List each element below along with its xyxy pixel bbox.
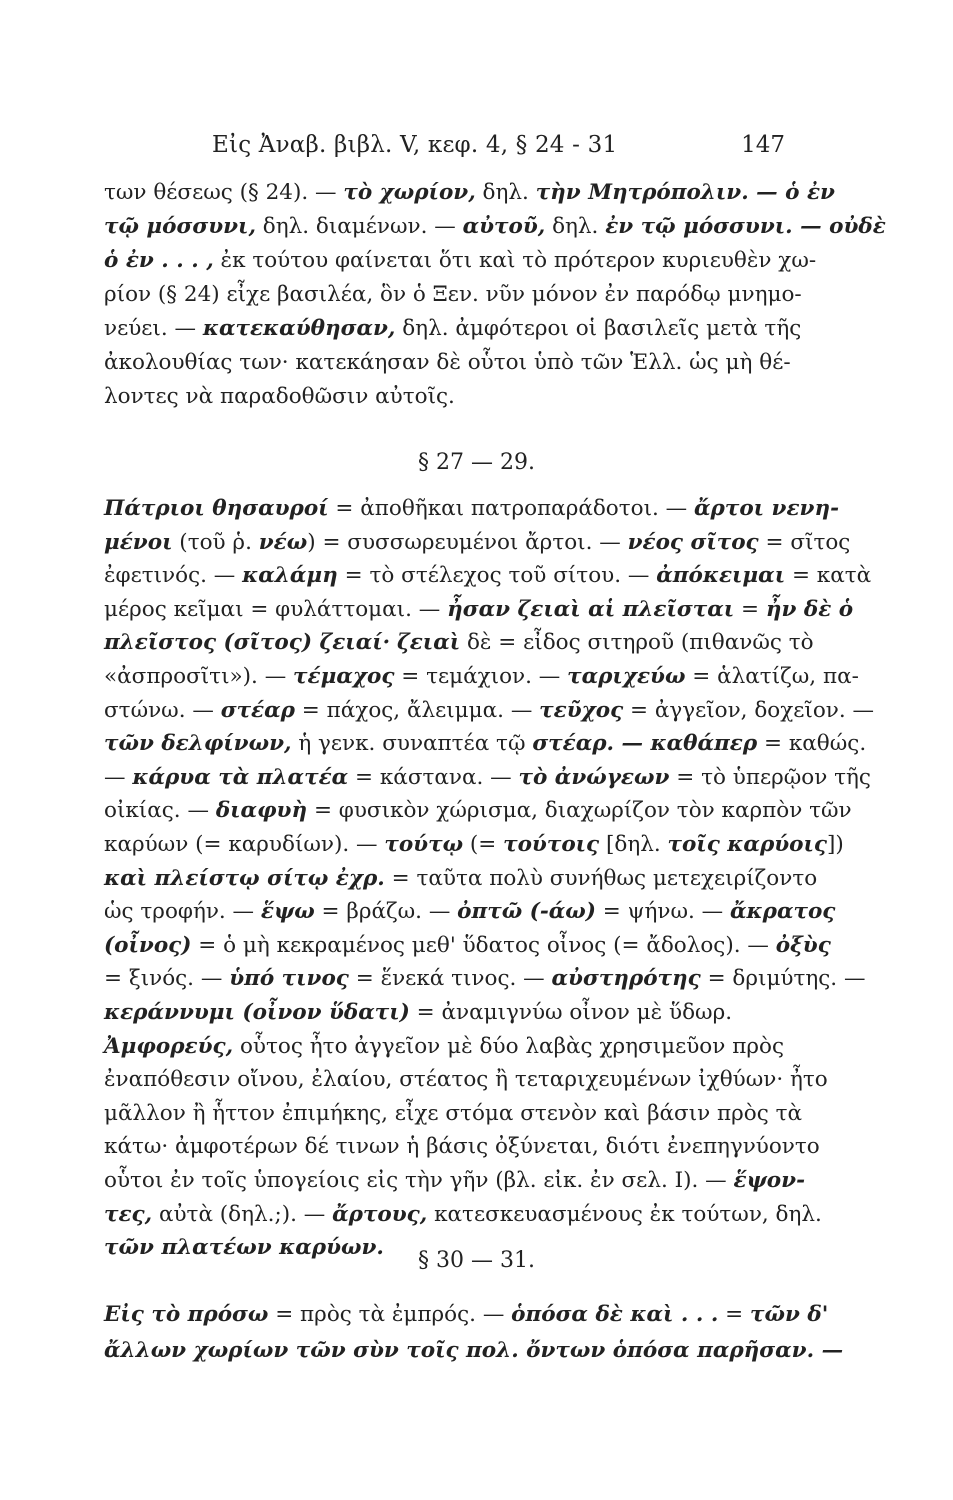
text-line [104, 895, 836, 929]
gloss-text: = τεμάχιον. — [394, 664, 568, 689]
lemma-term: καλάμη [242, 563, 338, 589]
text-line [104, 1097, 803, 1131]
gloss-text: ἐφετινός. — [104, 563, 243, 589]
lemma-term: ἄρτοι νενη- [694, 496, 840, 521]
text-line [104, 862, 818, 896]
text-line [104, 312, 802, 346]
gloss-text: δηλ. ἀμφότεροι οἱ βασιλεῖς μετὰ τῆς [395, 316, 802, 341]
section-heading-27-29: § 27 — 29. [418, 450, 535, 475]
lemma-term: πλεῖστος (σῖτος) ζειαί· [104, 630, 391, 656]
gloss-text: των θέσεως (§ 24). — [104, 180, 344, 205]
text-line [104, 559, 872, 593]
text-line [104, 962, 866, 996]
gloss-text: = σῖτος [758, 529, 851, 555]
gloss-text: = ψήνω. — [595, 899, 730, 925]
running-head: Εἰς Ἀναβ. βιβλ. V, κεφ. 4, § 24 - 31 [212, 132, 618, 158]
gloss-text: ) = συσσωρευμένοι ἄρτοι. — [307, 529, 628, 555]
lemma-term: νέος σῖτος [627, 529, 759, 555]
gloss-text: μᾶλλον ἢ ἧττον ἐπιμήκης, εἶχε στόμα στενὸν καὶ βάσιν πρὸς τὰ [104, 1100, 803, 1126]
gloss-text: ἡ γενκ. συναπτέα τῷ [291, 731, 533, 757]
gloss-text: = κάστανα. — [348, 764, 519, 790]
lemma-term: τῷ μόσσυνι, [104, 214, 256, 239]
gloss-text: — [104, 764, 133, 790]
text-line [104, 1130, 820, 1164]
gloss-text: = τὸ στέλεχος τοῦ σίτου. — [337, 563, 657, 589]
text-line [104, 380, 784, 414]
lemma-term: ὀπτῶ (-άω) [457, 899, 596, 925]
lemma-term: ζειαὶ [397, 630, 461, 656]
lemma-term: ἄρτους, [332, 1201, 428, 1227]
lemma-term: τέμαχος [293, 664, 395, 689]
lemma-term: τούτῳ [384, 832, 464, 857]
gloss-text: οἰκίας. — [104, 798, 216, 824]
lemma-term: καὶ πλείστῳ σίτῳ ἐχρ. [104, 865, 385, 891]
page-header [0, 132, 953, 168]
text-line [104, 727, 867, 761]
text-line [104, 1030, 784, 1064]
lemma-term: τεῦχος [539, 697, 624, 723]
gloss-text: [δηλ. [599, 832, 668, 857]
text-line [104, 996, 784, 1030]
text-line [104, 694, 875, 728]
gloss-text: δηλ. [545, 214, 606, 239]
gloss-text: = ἁλατίζω, πα- [685, 664, 859, 689]
lemma-term: ἄλλων χωρίων τῶν σὺν τοῖς πολ. ὄντων ὁπόσα παρῆσαν. — [104, 1338, 844, 1363]
gloss-text: = ἀναμιγνύω οἶνον μὲ ὕδωρ. [409, 1000, 733, 1025]
lemma-term: κάρυα τὰ πλατέα [132, 764, 349, 790]
lemma-term: τούτοις [503, 832, 600, 857]
gloss-text: = ταῦτα πολὺ συνήθως μετεχειρίζοντο [384, 865, 818, 891]
gloss-text [390, 630, 397, 655]
text-line [104, 1164, 805, 1198]
lemma-term: τοῖς καρύοις [667, 832, 827, 857]
lemma-term: στέαρ. — καθάπερ [532, 731, 758, 757]
lemma-term: κεράννυμι (οἶνον ὕδατι) [104, 1000, 410, 1025]
gloss-text: ἐκ τούτου φαίνεται ὅτι καὶ τὸ πρότερον κυριευθὲν χω- [213, 248, 817, 273]
text-line [104, 1063, 828, 1097]
lemma-term: μένοι [104, 529, 173, 555]
lemma-term: τῶν δελφίνων, [104, 731, 292, 757]
lemma-term: ὑπό τινος [229, 966, 349, 992]
gloss-text: (τοῦ ῥ. [172, 529, 259, 555]
gloss-text: δὲ = εἶδος σιτηροῦ (πιθανῶς τὸ [460, 630, 814, 656]
gloss-text: = ὁ μὴ κεκραμένος μεθ' ὕδατος οἶνος (= ἄδολος). — [191, 932, 776, 958]
gloss-text: = βράζω. — [314, 899, 458, 925]
gloss-text: = ξινός. — [104, 966, 230, 992]
text-line [104, 1198, 822, 1232]
gloss-text: = κατὰ [785, 563, 872, 589]
text-line [104, 929, 831, 963]
lemma-term: Πάτριοι θησαυροί [104, 496, 329, 521]
gloss-text: = τὸ ὑπερῷον τῆς [669, 764, 871, 790]
lemma-term: (οἶνος) [104, 932, 192, 958]
lemma-term: κατεκαύθησαν, [202, 316, 396, 341]
lemma-term: ἦν δὲ ὁ [765, 596, 854, 622]
lemma-term: τὸ ἀνώγεων [518, 764, 670, 790]
lemma-term: Ἀμφορεύς, [104, 1033, 234, 1059]
lemma-term: ὀξὺς [775, 932, 831, 958]
gloss-text: καρύων (= καρυδίων). — [104, 832, 385, 857]
gloss-text: = πρὸς τὰ ἐμπρός. — [268, 1302, 512, 1327]
gloss-text: μέρος κεῖμαι = φυλάττομαι. — [104, 596, 448, 622]
text-line [104, 210, 886, 244]
gloss-text: = φυσικὸν χώρισμα, διαχωρίζον τὸν καρπὸν τῶν [307, 798, 852, 824]
lemma-term: νέω [258, 529, 308, 555]
gloss-text: ἐναπόθεσιν οἴνου, ἐλαίου, στέατος ἢ τεταριχευμένων ἰχθύων· ἦτο [104, 1067, 828, 1093]
gloss-text: ἀκολουθίας των· κατεκάησαν δὲ οὗτοι ὑπὸ τῶν Ἑλλ. ὡς μὴ θέ- [104, 350, 791, 375]
gloss-text: = [718, 1302, 751, 1327]
text-line [104, 526, 851, 560]
lemma-term: ταριχεύω [567, 664, 686, 689]
gloss-text: = ἀγγεῖον, δοχεῖον. — [623, 697, 875, 723]
text-line [104, 1334, 844, 1368]
gloss-text: δηλ. [475, 180, 536, 205]
lemma-term: στέαρ [220, 697, 295, 723]
lemma-term: ὁπόσα δὲ καὶ . . . [511, 1302, 719, 1327]
gloss-text: λοντες νὰ παραδοθῶσιν αὐτοῖς. [104, 384, 455, 409]
lemma-term: ἄκρατος [730, 899, 836, 925]
text-line [104, 176, 835, 210]
lemma-term: ἀπόκειμαι [656, 563, 786, 589]
gloss-text: = [734, 596, 766, 622]
lemma-term: ἕψω [260, 899, 315, 925]
gloss-text: (= [463, 832, 504, 857]
lemma-term: ἐν τῷ μόσσυνι. — οὐδὲ [605, 214, 886, 239]
lemma-term: ὁ ἐν . . . , [104, 248, 214, 273]
lemma-term: τὸ χωρίον, [343, 180, 476, 205]
lemma-term: τες, [104, 1201, 153, 1227]
text-line [104, 346, 791, 380]
gloss-text: = καθώς. [757, 731, 867, 757]
text-line [104, 244, 817, 278]
gloss-text: ]) [827, 832, 844, 857]
lemma-term: ἕψον- [733, 1168, 805, 1193]
gloss-text: οὗτοι ἐν τοῖς ὑπογείοις εἰς τὴν γῆν (βλ. εἰκ. ἐν σελ. I). — [104, 1168, 734, 1193]
text-line [104, 761, 871, 795]
lemma-term: αὐτοῦ, [462, 214, 546, 239]
text-line [104, 1298, 829, 1332]
gloss-text: = ἕνεκά τινος. — [348, 966, 552, 992]
text-line [104, 828, 844, 862]
gloss-text: = πάχος, ἄλειμμα. — [294, 697, 540, 723]
lemma-term: Εἰς τὸ πρόσω [104, 1302, 269, 1327]
gloss-text: νεύει. — [104, 316, 203, 341]
gloss-text: αὐτὰ (δηλ.;). — [152, 1201, 333, 1227]
lemma-term: τῶν πλατέων καρύων. [104, 1235, 384, 1261]
gloss-text: = δριμύτης. — [700, 966, 866, 992]
text-line [104, 626, 814, 660]
gloss-text: ὡς τροφήν. — [104, 899, 261, 925]
gloss-text: ρίον (§ 24) εἶχε βασιλέα, ὃν ὁ Ξεν. νῦν μόνον ἐν παρόδῳ μνημο- [104, 282, 802, 307]
gloss-text: στώνω. — [104, 697, 221, 723]
gloss-text: οὗτος ἦτο ἀγγεῖον μὲ δύο λαβὰς χρησιμεῦον πρὸς [233, 1033, 784, 1059]
text-line [104, 278, 802, 312]
lemma-term: ἦσαν ζειαὶ αἱ πλεῖσται [447, 596, 735, 622]
gloss-text: κάτω· ἀμφοτέρων δέ τινων ἡ βάσις ὀξύνεται, διότι ἐνεπηγνύοντο [104, 1134, 820, 1160]
lemma-term: τὴν Μητρόπολιν. — ὁ ἐν [535, 180, 835, 205]
text-line [104, 794, 852, 828]
gloss-text: «ἀσπροσῖτι»). — [104, 664, 294, 689]
lemma-term: αὐστηρότης [551, 966, 701, 992]
text-line [104, 492, 840, 526]
section-heading-30-31: § 30 — 31. [418, 1248, 535, 1273]
gloss-text: δηλ. διαμένων. — [255, 214, 463, 239]
text-line [104, 660, 859, 694]
lemma-term: τῶν δ' [750, 1302, 829, 1327]
text-line [104, 593, 854, 627]
gloss-text: κατεσκευασμένους ἐκ τούτων, δηλ. [427, 1201, 822, 1227]
lemma-term: διαφυὴ [215, 798, 308, 824]
gloss-text: = ἀποθῆκαι πατροπαράδοτοι. — [328, 496, 695, 521]
page-number: 147 [741, 132, 785, 158]
